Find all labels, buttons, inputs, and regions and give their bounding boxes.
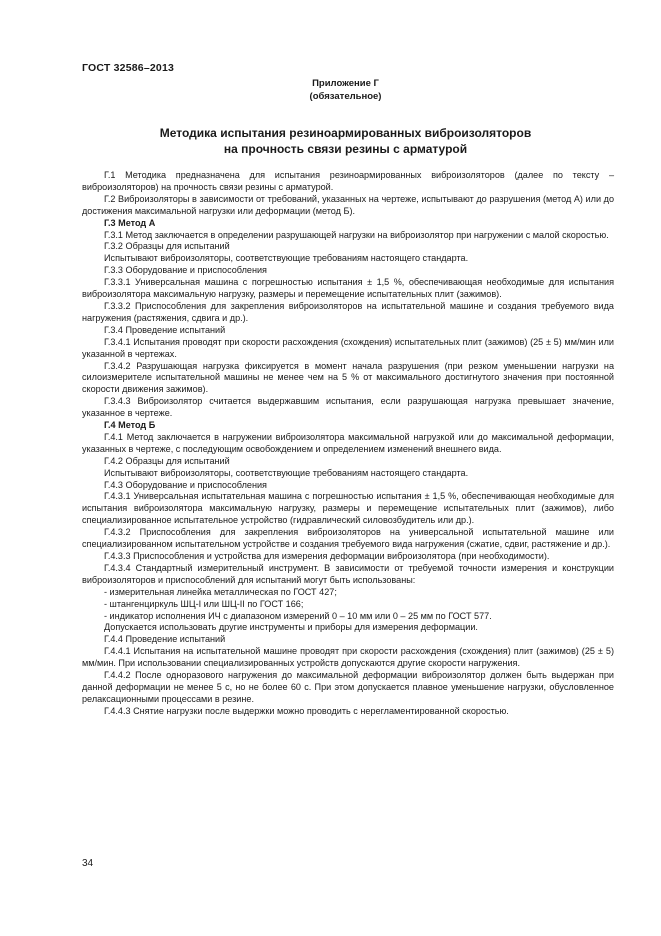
section-title bbox=[90, 125, 601, 157]
paragraph: Г.3.4.3 Виброизолятор считается выдержавшим испытания, если разрушающая нагрузка превышает значение, указанное в чертеже. bbox=[82, 396, 614, 419]
annex-status: (обязательное) bbox=[309, 91, 382, 102]
paragraph: Г.3.4 Проведение испытаний bbox=[104, 324, 226, 335]
paragraph: Г.3.4.2 Разрушающая нагрузка фиксируется в момент начала разрушения (при резком уменьшении нагрузки на силоизмерителе испытательной машины не менее чем на 5 % от максимального достигнутого значения при постоянной скорости движения зажимов). bbox=[82, 360, 614, 395]
title-line-1: Методика испытания резиноармированных виброизоляторов bbox=[159, 126, 532, 140]
paragraph: Испытывают виброизоляторы, соответствующие требованиям настоящего стандарта. bbox=[104, 467, 469, 478]
title-line-2: на прочность связи резины с арматурой bbox=[223, 142, 468, 156]
paragraph: Г.1 Методика предназначена для испытания резиноармированных виброизоляторов (далее по тексту – виброизоляторов) на прочность связи резины с арматурой. bbox=[82, 170, 614, 192]
page-number: 34 bbox=[82, 858, 94, 869]
paragraph: Г.4.4.3 Снятие нагрузки после выдержки можно проводить с нерегламентированной скоростью. bbox=[104, 705, 509, 716]
paragraph: Г.3.4.1 Испытания проводят при скорости расхождения (схождения) испытательных плит (зажимов) (25 ± 5) мм/мин или указанной в чертежах. bbox=[82, 336, 614, 359]
paragraph: Г.4.2 Образцы для испытаний bbox=[104, 455, 230, 466]
paragraph: Г.4.3.3 Приспособления и устройства для измерения деформации виброизолятора (при необходимости). bbox=[104, 551, 550, 561]
document-body bbox=[82, 170, 614, 718]
paragraph: Г.3.1 Метод заключается в определении разрушающей нагрузки на виброизолятор при нагружении с малой скоростью. bbox=[104, 229, 609, 240]
paragraph: Г.4.4 Проведение испытаний bbox=[104, 634, 226, 645]
paragraph: Г.3.3.1 Универсальная машина с погрешностью испытания ± 1,5 %, обеспечивающая необходимые для испытания виброизолятора максимальную нагрузку, размеры и перемещение испытательных плит (зажимов). bbox=[82, 277, 614, 300]
paragraph: - штангенциркуль ШЦ-I или ШЦ-II по ГОСТ 166; bbox=[104, 598, 304, 609]
paragraph: Г.4.3.1 Универсальная испытательная машина с погрешностью испытания ± 1,5 %, обеспечивающая необходимые для испытания виброизолятора максимальную нагрузку, размеры и перемещение испытательных плит (зажимов), либо специализированное испытательное устройство (гидравлический силовозбудитель или др.). bbox=[82, 491, 614, 526]
paragraph: Г.4.3.4 Стандартный измерительный инструмент. В зависимости от требуемой точности измерения и конструкции виброизоляторов и приспособлений для испытаний могут быть использованы: bbox=[82, 562, 614, 585]
paragraph: Г.4.3 Оборудование и приспособления bbox=[104, 479, 267, 490]
section-heading: Г.4 Метод Б bbox=[104, 420, 156, 431]
paragraph: Г.4.3.2 Приспособления для закрепления виброизоляторов на универсальной испытательной машине или специализированном испытательном устройстве и создания требуемого вида нагружения (сжатие, сдвиг, растяжение и др.). bbox=[82, 527, 614, 550]
paragraph: Испытывают виброизоляторы, соответствующие требованиям настоящего стандарта. bbox=[104, 253, 469, 264]
paragraph: Г.2 Виброизоляторы в зависимости от требований, указанных на чертеже, испытывают до разрушения (метод А) или до достижения максимальной нагрузки или деформации (метод Б). bbox=[82, 193, 614, 216]
paragraph: Г.3.3 Оборудование и приспособления bbox=[104, 265, 267, 276]
annex-title: Приложение Г bbox=[312, 78, 379, 89]
paragraph: Г.3.3.2 Приспособления для закрепления виброизоляторов на испытательной машине и создания требуемого вида нагружения (растяжения, сдвига и др.). bbox=[82, 300, 614, 323]
section-heading: Г.3 Метод А bbox=[104, 217, 156, 228]
paragraph: - измерительная линейка металлическая по ГОСТ 427; bbox=[104, 586, 337, 597]
paragraph: Г.4.4.1 Испытания на испытательной машине проводят при скорости расхождения (схождения) плит (зажимов) (25 ± 5) мм/мин. При использовании специализированных устройств допускаются другие скорости нагружения. bbox=[82, 646, 614, 669]
document-id: ГОСТ 32586–2013 bbox=[82, 62, 175, 74]
paragraph: Г.4.1 Метод заключается в нагружении виброизолятора максимальной нагрузкой или до максимальной деформации, указанных в чертеже, с последующим освобождением и определением изменений внешнего вида. bbox=[82, 431, 614, 454]
paragraph: Г.3.2 Образцы для испытаний bbox=[104, 241, 230, 252]
paragraph: - индикатор исполнения ИЧ с диапазоном измерений 0 – 10 мм или 0 – 25 мм по ГОСТ 577. bbox=[104, 610, 492, 621]
paragraph: Г.4.4.2 После одноразового нагружения до максимальной деформации виброизолятор должен быть выдержан при данной деформации не менее 5 с, но не более 60 с. При этом допускается плавное уменьшение нагрузки, обусловленное релаксационными процессами в резине. bbox=[82, 670, 614, 704]
annex-heading bbox=[0, 77, 661, 103]
paragraph: Допускается использовать другие инструменты и приборы для измерения деформации. bbox=[104, 622, 478, 633]
